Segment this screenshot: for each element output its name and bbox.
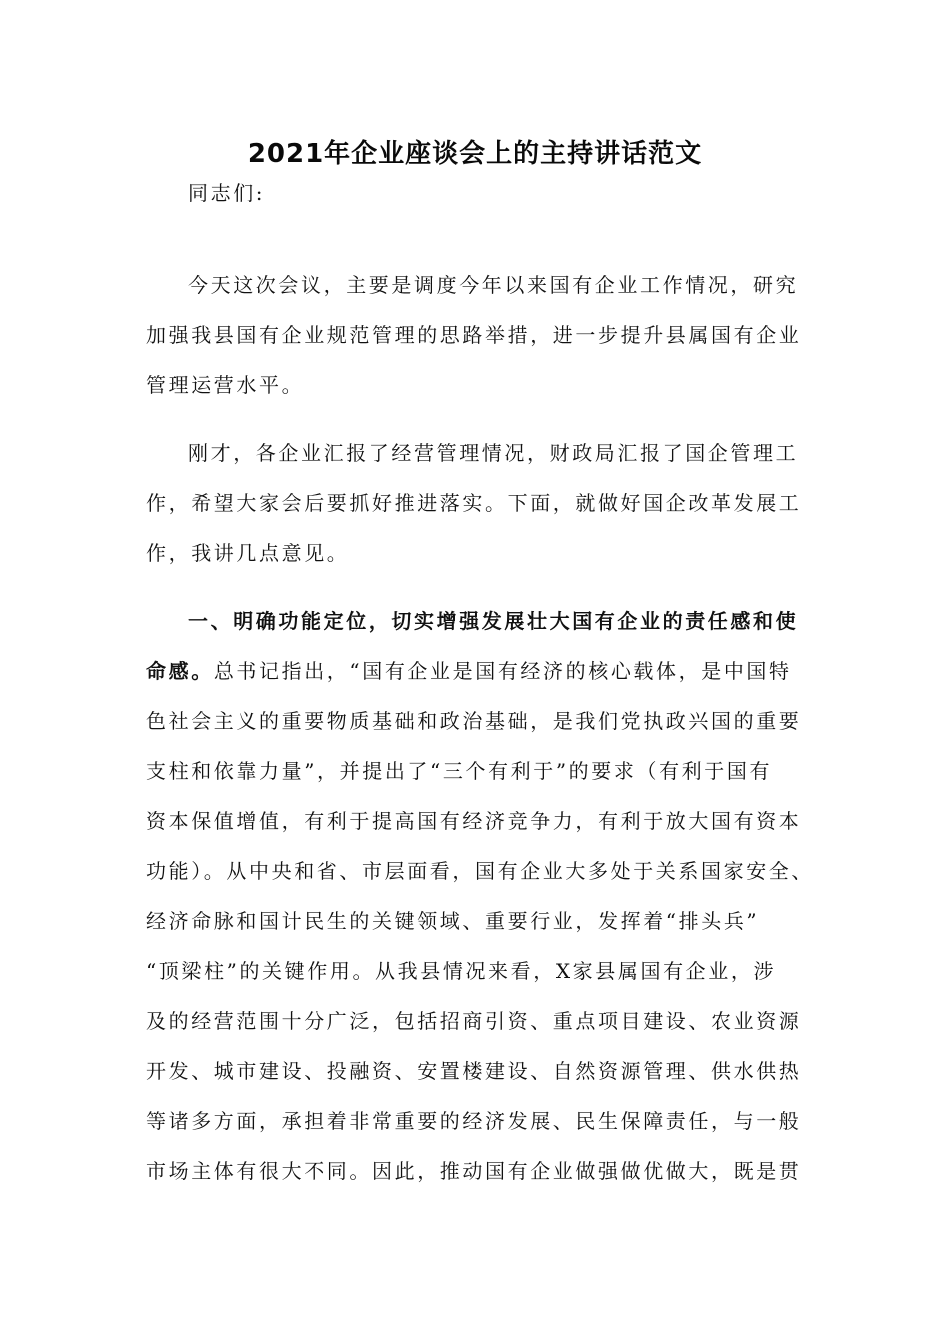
section-1-line-6: 功能）。从中央和省、市层面看，国有企业大多处于关系国家安全、	[146, 859, 814, 883]
paragraph-1-line-2: 加强我县国有企业规范管理的思路举措，进一步提升县属国有企业	[146, 323, 802, 347]
section-1-line-2-text: 总书记指出，“国有企业是国有经济的核心载体，是中国特	[213, 659, 792, 683]
paragraph-2-line-2: 作，希望大家会后要抓好推进落实。下面，就做好国企改革发展工	[146, 491, 802, 515]
paragraph-2-line-1: 刚才，各企业汇报了经营管理情况，财政局汇报了国企管理工	[188, 441, 799, 465]
paragraph-2-line-3: 作，我讲几点意见。	[146, 541, 350, 565]
salutation: 同志们:	[188, 181, 266, 205]
section-1-line-12: 市场主体有很大不同。因此，推动国有企业做强做优做大，既是贯	[146, 1159, 802, 1183]
section-1-heading: 一、明确功能定位，切实增强发展壮大国有企业的责任感和使	[188, 609, 799, 633]
section-1-line-4: 支柱和依靠力量”，并提出了“三个有利于”的要求（有利于国有	[146, 759, 773, 783]
section-1-line-5: 资本保值增值，有利于提高国有经济竞争力，有利于放大国有资本	[146, 809, 802, 833]
section-1-line-8: “顶梁柱”的关键作用。从我县情况来看，X家县属国有企业，涉	[146, 959, 777, 983]
section-1-line-2	[146, 656, 806, 686]
document-title: 2021年企业座谈会上的主持讲话范文	[247, 139, 703, 169]
section-1-line-11: 等诸多方面，承担着非常重要的经济发展、民生保障责任，与一般	[146, 1109, 802, 1133]
section-1-heading-end: 命感。	[146, 659, 214, 683]
section-1-line-3: 色社会主义的重要物质基础和政治基础，是我们党执政兴国的重要	[146, 709, 802, 733]
section-1-line-7: 经济命脉和国计民生的关键领域、重要行业，发挥着“排头兵”	[146, 909, 760, 933]
section-1-line-9: 及的经营范围十分广泛，包括招商引资、重点项目建设、农业资源	[146, 1009, 802, 1033]
paragraph-1-line-3: 管理运营水平。	[146, 373, 305, 397]
paragraph-1-line-1: 今天这次会议，主要是调度今年以来国有企业工作情况，研究	[188, 273, 799, 297]
section-1-line-10: 开发、城市建设、投融资、安置楼建设、自然资源管理、供水供热	[146, 1059, 802, 1083]
